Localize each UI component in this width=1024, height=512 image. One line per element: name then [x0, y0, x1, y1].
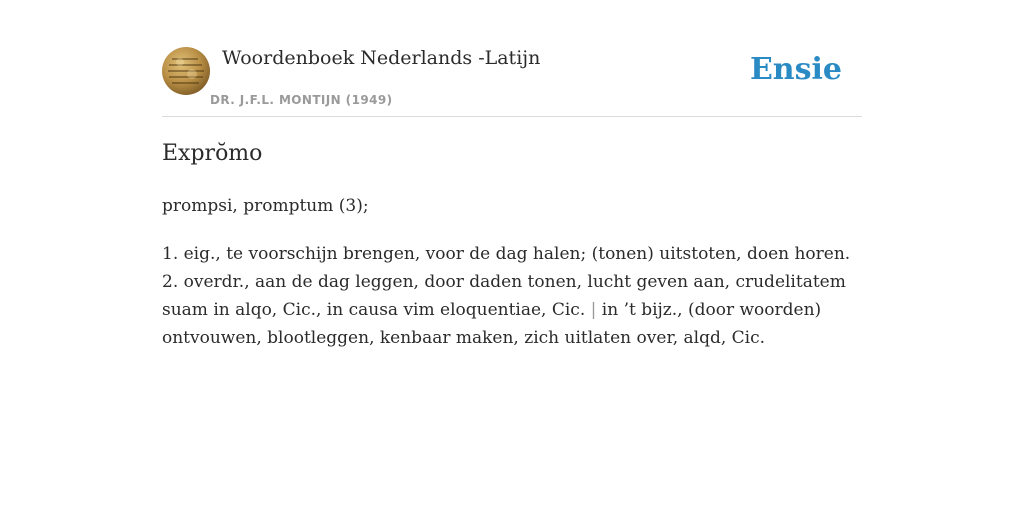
dictionary-author: DR. J.F.L. MONTIJN (1949): [210, 93, 393, 107]
definition-line: [162, 296, 862, 324]
definition-text: suam in alqo, Cic., in causa vim eloquentiae, Cic.: [162, 300, 586, 320]
dictionary-header: [162, 0, 862, 117]
entry-card: [162, 0, 862, 512]
definition-line: 1. eig., te voorschijn brengen, voor de dag halen; (tonen) uitstoten, doen horen.: [162, 244, 851, 264]
entry-forms: prompsi, promptum (3);: [162, 196, 369, 216]
sense-separator: |: [590, 300, 602, 320]
coin-engraving: [162, 47, 210, 95]
roman-inscription-coin-icon[interactable]: [162, 47, 210, 95]
ensie-logo-link[interactable]: Ensie: [749, 52, 842, 87]
definition-text: in ’t bijz., (door woorden): [601, 300, 822, 320]
definition-line: ontvouwen, blootleggen, kenbaar maken, zich uitlaten over, alqd, Cic.: [162, 328, 766, 348]
entry-definition: [162, 240, 862, 352]
dictionary-title[interactable]: Woordenboek Nederlands -Latijn: [222, 47, 541, 69]
entry-headword: Exprŏmo: [162, 141, 263, 166]
definition-line: 2. overdr., aan de dag leggen, door daden tonen, lucht geven aan, crudelitatem: [162, 272, 846, 292]
